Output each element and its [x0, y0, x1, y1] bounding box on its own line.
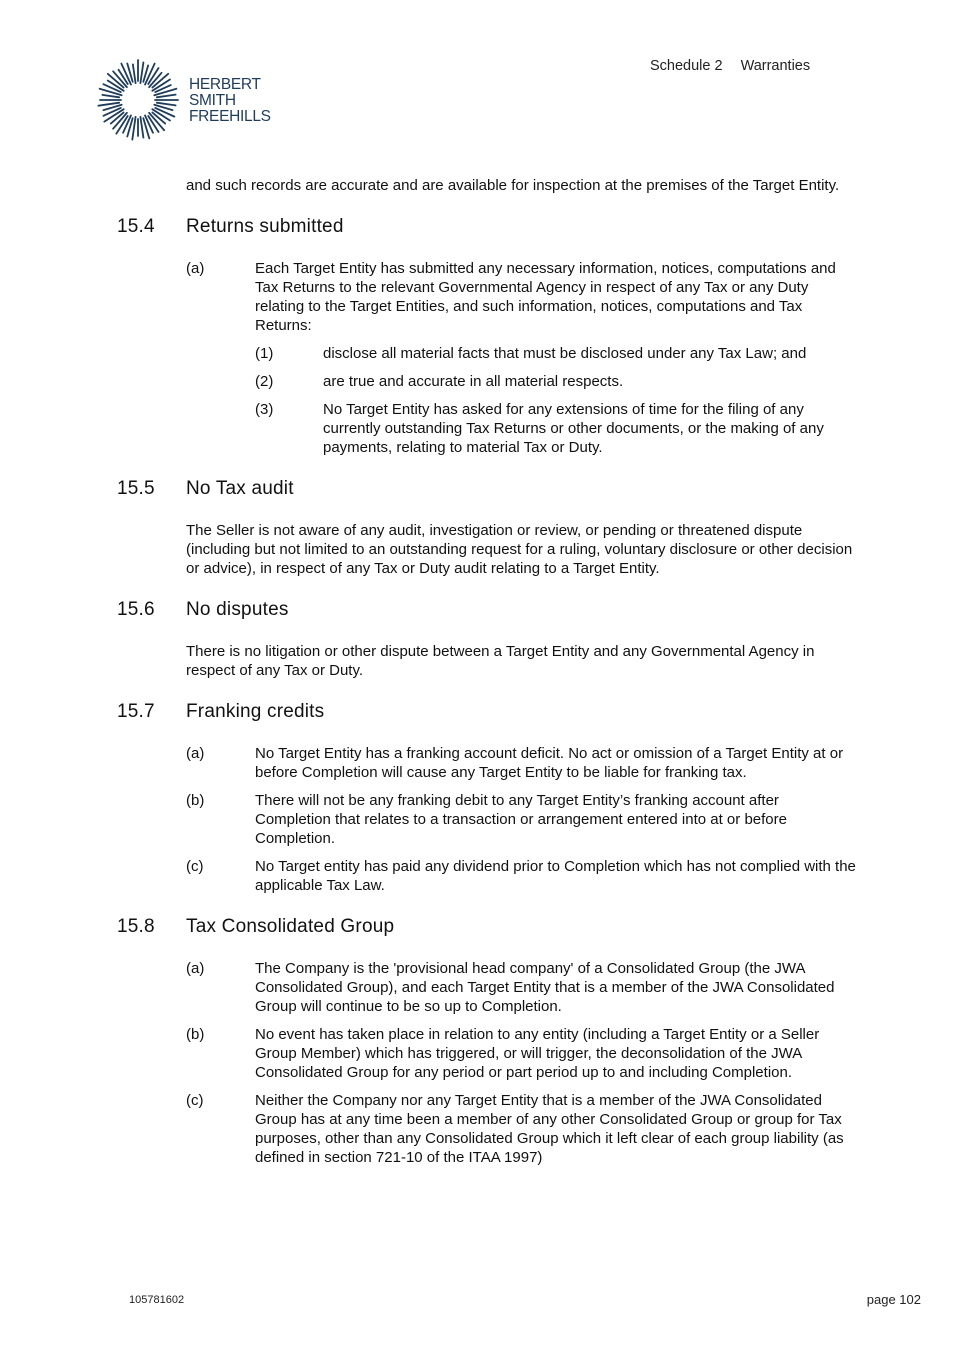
- section-title: No disputes: [186, 599, 289, 620]
- clause-text: No Target Entity has a franking account deficit. No act or omission of a Target Entity at or before Completion will cause any Target Entity to be liable for franking tax.: [255, 745, 844, 781]
- section-heading-15-7: [117, 700, 857, 724]
- clause-label: (c): [186, 1092, 204, 1109]
- subclause-text: disclose all material facts that must be disclosed under any Tax Law; and: [323, 345, 807, 362]
- subclause-text: No Target Entity has asked for any extensions of time for the filing of any currently outstanding Tax Returns or other documents, or the making of any payments, relating to material Tax or Duty.: [323, 401, 824, 456]
- logo-ray: [98, 103, 119, 106]
- section-body: The Seller is not aware of any audit, investigation or review, or pending or threatened dispute (including but not limited to an outstanding request for a ruling, voluntary disclosure or other decision or advice), in respect of any Tax or Duty audit relating to a Target Entity.: [186, 522, 853, 577]
- clause-text: Each Target Entity has submitted any necessary information, notices, computations and Tax Returns to the relevant Governmental Agency in respect of any Tax or any Duty relating to the Target Entities, and such information, notices, computations and Tax Returns:: [255, 260, 836, 334]
- section-title: No Tax audit: [186, 478, 294, 499]
- clause-item: [186, 959, 857, 1016]
- clause-text: No Target entity has paid any dividend prior to Completion which has not complied with the applicable Tax Law.: [255, 858, 856, 894]
- clause-text: The Company is the 'provisional head company' of a Consolidated Group (the JWA Consolidated Group), and each Target Entity that is a member of the JWA Consolidated Group will continue to be so up to Completion.: [255, 960, 835, 1015]
- subclause-item: [255, 372, 857, 391]
- section-number: 15.5: [117, 478, 155, 499]
- section-title: Returns submitted: [186, 216, 344, 237]
- section-number: 15.4: [117, 216, 155, 237]
- clause-item: [186, 791, 857, 848]
- firm-logo: [96, 58, 296, 148]
- clause-label: (c): [186, 858, 204, 875]
- section-number: 15.6: [117, 599, 155, 620]
- subclause-label: (1): [255, 345, 274, 362]
- page-number: page 102: [866, 1292, 921, 1307]
- logo-ray: [133, 64, 136, 83]
- logo-ray: [157, 95, 176, 98]
- section-body: There is no litigation or other dispute between a Target Entity and any Governmental Agency in respect of any Tax or Duty.: [186, 643, 815, 679]
- lead-paragraph: and such records are accurate and are available for inspection at the premises of the Target Entity.: [186, 177, 840, 194]
- clause-label: (a): [186, 260, 205, 277]
- logo-ray: [102, 95, 119, 97]
- section-label: Warranties: [740, 58, 811, 74]
- subclause-text: are true and accurate in all material respects.: [323, 373, 624, 390]
- section-heading-15-5: [117, 477, 857, 501]
- section-title: Franking credits: [186, 701, 325, 722]
- logo-wordmark: [189, 77, 271, 125]
- section-heading-15-6: [117, 598, 857, 622]
- section-number: 15.7: [117, 701, 155, 722]
- clause-item: [186, 744, 857, 782]
- section-heading-15-4: [117, 215, 857, 239]
- logo-line-3: FREEHILLS: [189, 108, 271, 125]
- clause-label: (a): [186, 960, 205, 977]
- logo-ray: [157, 103, 176, 106]
- clause-text: Neither the Company nor any Target Entity that is a member of the JWA Consolidated Group has at any time been a member of any other Consolidated Group or group for Tax purposes, other than any Consolidated Group which it left clear of each group liability (as defined in section 721-10 of the ITAA 1997): [255, 1092, 844, 1166]
- document-id: 105781602: [129, 1294, 185, 1306]
- clause-item: [186, 259, 857, 335]
- subclause-label: (3): [255, 401, 274, 418]
- clause-text: There will not be any franking debit to any Target Entity’s franking account after Completion that relates to a transaction or arrangement entered into at or before Completion.: [255, 792, 787, 847]
- subclause-item: [255, 344, 857, 363]
- clause-text: No event has taken place in relation to any entity (including a Target Entity or a Seller Group Member) which has triggered, or will trigger, the deconsolidation of the JWA Consolidated Group for any period or part period up to and including Completion.: [255, 1026, 820, 1081]
- subclause-item: [255, 400, 857, 457]
- document-body: [117, 176, 857, 1176]
- section-heading-15-8: [117, 915, 857, 939]
- subclause-label: (2): [255, 373, 274, 390]
- clause-label: (a): [186, 745, 205, 762]
- clause-item: [186, 1091, 857, 1167]
- sunburst-logo-icon: [96, 58, 180, 142]
- section-title: Tax Consolidated Group: [186, 916, 395, 937]
- clause-item: [186, 857, 857, 895]
- clause-label: (b): [186, 1026, 205, 1043]
- clause-label: (b): [186, 792, 205, 809]
- schedule-label: Schedule 2: [650, 58, 723, 74]
- section-number: 15.8: [117, 916, 155, 937]
- logo-line-2: SMITH: [189, 92, 236, 109]
- clause-item: [186, 1025, 857, 1082]
- running-header: [650, 58, 828, 74]
- logo-line-1: HERBERT: [189, 76, 261, 93]
